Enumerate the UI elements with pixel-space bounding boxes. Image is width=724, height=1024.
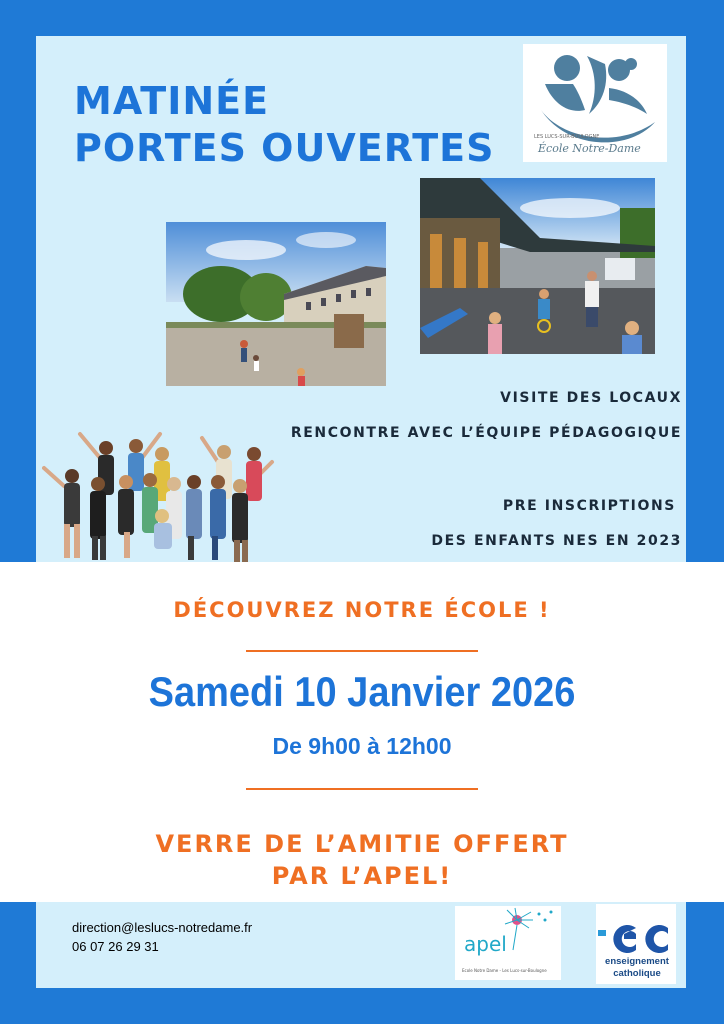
apel-offer-line-2: PAR L’APEL! <box>271 862 453 890</box>
event-date: Samedi 10 Janvier 2026 <box>148 669 576 717</box>
page-title <box>74 78 495 172</box>
school-logo-small-text: LES LUCS-SUR-BOULOGNE <box>534 134 600 140</box>
ec-logo-line-2: catholique <box>613 968 661 979</box>
divider-bottom <box>246 788 478 790</box>
apel-logo-subtitle: Ecole Notre Dame - Les Lucs-sur-Boulogne <box>462 968 547 973</box>
divider-top <box>246 650 478 652</box>
contact-phone[interactable]: 06 07 26 29 31 <box>72 939 159 954</box>
school-logo-name: École Notre-Dame <box>538 142 641 155</box>
activity-visit: VISITE DES LOCAUX <box>500 390 682 406</box>
covered-playground-photo <box>420 178 655 354</box>
activity-preregistration: PRE INSCRIPTIONS <box>502 498 676 514</box>
teaching-team-photo <box>42 424 276 564</box>
apel-offer <box>0 828 724 892</box>
event-hours: De 9h00 à 12h00 <box>272 733 452 759</box>
discover-headline: DÉCOUVREZ NOTRE ÉCOLE ! <box>173 598 551 622</box>
ec-logo-line-1: enseignement <box>605 956 669 967</box>
schoolyard-photo <box>166 222 386 386</box>
contact-email[interactable]: direction@leslucs-notredame.fr <box>72 920 253 935</box>
title-line-2: PORTES OUVERTES <box>74 126 495 170</box>
contact-block <box>72 918 252 956</box>
activity-children-2023: DES ENFANTS NES EN 2023 <box>431 533 682 549</box>
title-line-1: MATINÉE <box>74 79 270 123</box>
apel-logo-word: apel <box>464 932 507 956</box>
activity-meet-team: RENCONTRE AVEC L’ÉQUIPE PÉDAGOGIQUE <box>290 425 682 441</box>
apel-offer-line-1: VERRE DE L’AMITIE OFFERT <box>155 830 569 858</box>
